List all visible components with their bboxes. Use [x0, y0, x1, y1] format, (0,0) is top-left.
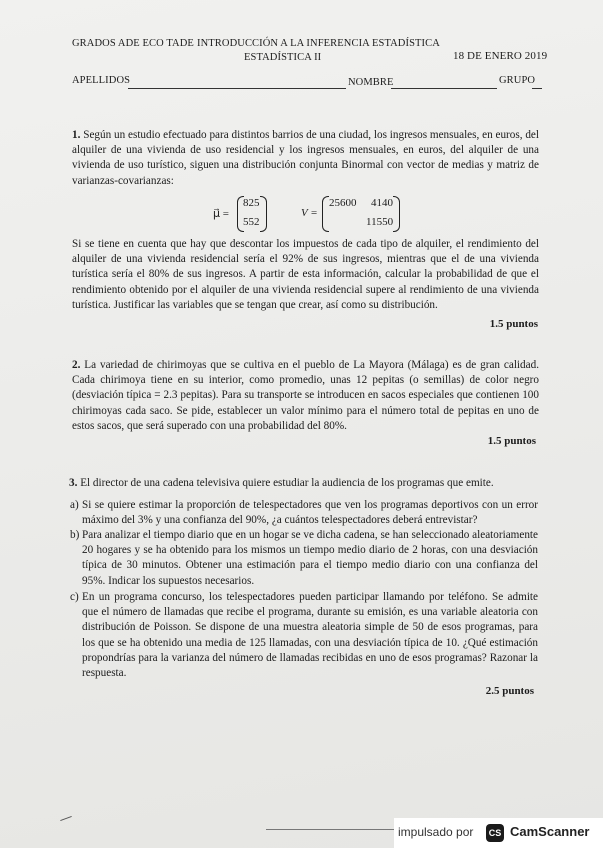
grupo-label: GRUPO	[499, 75, 536, 86]
watermark-prefix: impulsado por	[398, 825, 474, 839]
question-1-intro-text: Según un estudio efectuado para distintos barrios de una ciudad, los ingresos mensuales, en euros, del alquiler de una vivienda de uso residencial y los ingresos mensuales, en euros, del alquiler de una vivienda de uso turístico, siguen una distribución conjunta Binormal con vector de medias y matriz de varianzas-covarianzas:	[72, 129, 539, 187]
item-c-label: c)	[70, 591, 79, 603]
question-1-points: 1.5 puntos	[489, 318, 538, 330]
apellidos-label: APELLIDOS	[72, 75, 131, 86]
mean-vector-right-paren	[260, 196, 267, 232]
covariance-matrix-left-paren	[322, 196, 329, 232]
item-a-text: Si se quiere estimar la proporción de telespectadores que ven los programas deportivos con un error máximo del 3% y una confianza del 90%, ¿a cuántos telespectadores deberá entrevistar?	[82, 499, 538, 527]
covariance-matrix-right-paren	[393, 196, 400, 232]
exam-program: GRADOS ADE ECO TADE	[72, 38, 194, 49]
exam-date: 18 DE ENERO 2019	[453, 50, 548, 62]
question-3-intro	[69, 476, 539, 491]
item-b-label: b)	[70, 529, 80, 541]
watermark-brand: CamScanner	[510, 824, 590, 839]
question-1-intro	[72, 128, 539, 189]
item-b-text: Para analizar el tiempo diario que en un hogar se ve dicha cadena, se han seleccionado aleatoriamente 20 hogares y se ha obtenido para los mismos un tiempo medio diario de 2 horas, con una desviación típica de 30 minutos. Obtener una estimación para el tiempo medio diario con una confianza del 95%. Indicar los supuestos necesarios.	[82, 529, 538, 587]
item-c-text: En un programa concurso, los telespectadores pueden participar llamando por teléfono. Se admite que el número de llamadas que recibe el programa, durante su emisión, es una variable aleatoria con distribución de Poisson. Se dispone de una muestra aleatoria simple de 50 de esos programas, para los que se ha obtenido una media de 125 llamadas, con una desviación típica de 10. ¿Qué estimación propondrías para la varianza del número de llamadas recibidas en uno de esos programas? Razonar la respuesta.	[82, 591, 538, 680]
question-3-points: 2.5 puntos	[485, 685, 534, 697]
item-a-label: a)	[70, 499, 79, 511]
exam-course-title: INTRODUCCIÓN A LA INFERENCIA ESTADÍSTICA	[197, 38, 440, 49]
question-2	[72, 358, 539, 434]
question-1-body: Si se tiene en cuenta que hay que descontar los impuestos de cada tipo de alquiler, el rendimiento del alquiler de una vivienda residencial sería el 92% de sus ingresos, mientras que el de una vivienda turística sería el 80% de sus ingresos. A partir de esta información, calcular la probabilidad de que el rendimiento obtenido por el alquiler de una vivienda residencial supere al rendimiento de una vivienda turística. Justificar las variables que se tengan que crear, así como su distribución.	[72, 238, 539, 311]
question-2-text: La variedad de chirimoyas que se cultiva en el pueblo de La Mayora (Málaga) es de gran calidad. Cada chirimoya tiene en su interior, como promedio, unas 12 pepitas (o semillas) de color negro (desviación típica = 2.3 pepitas). Para su transporte se introducen en sacos especiales que contienen 100 chirimoyas cada saco. Se pide, establecer un valor mínimo para el número total de pepitas en uno de estos sacos, que será superado con una probabilidad del 80%.	[72, 359, 539, 432]
apellidos-field[interactable]	[128, 88, 346, 89]
pen-mark	[60, 816, 72, 821]
question-3-item-b	[70, 528, 538, 589]
covariance-value-11: 25600	[329, 197, 357, 209]
covariance-value-12: 4140	[371, 197, 393, 209]
camscanner-watermark	[394, 818, 603, 848]
question-3-number: 3.	[69, 477, 78, 489]
exam-subtitle: ESTADÍSTICA II	[244, 52, 322, 63]
covariance-matrix-label: V =	[301, 207, 318, 219]
question-3-intro-text: El director de una cadena televisiva quiere estudiar la audiencia de los programas que emite.	[80, 477, 494, 489]
covariance-value-22: 11550	[366, 216, 394, 228]
grupo-field[interactable]	[532, 88, 542, 89]
nombre-field[interactable]	[391, 88, 497, 89]
nombre-label: NOMBRE	[348, 77, 394, 88]
question-2-points: 1.5 puntos	[487, 435, 536, 447]
question-1-number: 1.	[72, 129, 81, 141]
bottom-rule	[266, 829, 394, 830]
mean-vector-label: μ⃗ =	[213, 208, 229, 220]
mean-value-2: 552	[243, 216, 260, 228]
camscanner-logo-icon: CS	[486, 824, 504, 842]
mean-value-1: 825	[243, 197, 260, 209]
question-3-item-c	[70, 590, 538, 681]
question-2-number: 2.	[72, 359, 81, 371]
question-3-item-a	[70, 498, 538, 528]
